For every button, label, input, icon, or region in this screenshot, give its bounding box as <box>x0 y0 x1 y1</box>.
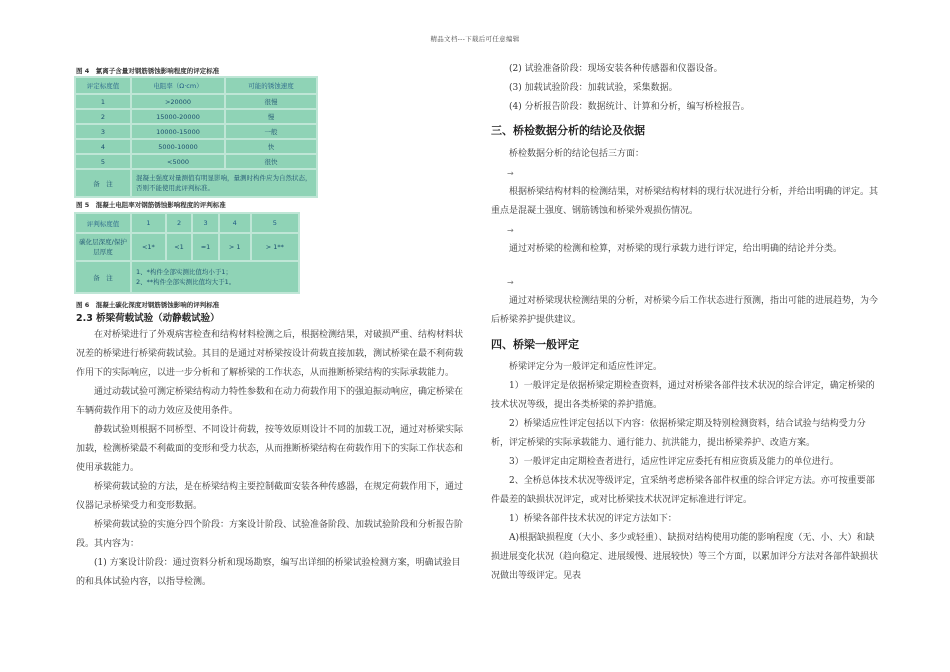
paragraph: 桥梁荷载试验的方法，是在桥梁结构主要控制截面安装各种传感器，在规定荷载作用下，通过仪器记录桥梁受力和变形数据。 <box>76 482 464 511</box>
stage-item: (2) 试验准备阶段：现场安装各种传感器和仪器设备。 <box>509 64 723 74</box>
fig5-caption: 图 5 混凝土电阻率对钢筋锈蚀影响程度的评判标准 <box>76 201 226 209</box>
fig4-row <box>76 125 316 138</box>
fig4-cell: 3 <box>76 125 130 138</box>
section-3-body <box>491 145 883 330</box>
paragraph: 桥梁荷载试验的实施分四个阶段：方案设计阶段、试验准备阶段、加载试验阶段和分析报告阶段。其内容为： <box>76 520 464 549</box>
section-4-body <box>491 358 883 586</box>
fig4-cell: 10000-15000 <box>132 125 224 138</box>
fig5-header-cell: 1 <box>132 214 165 232</box>
paragraph: (1) 方案设计阶段：通过资料分析和现场勘察，编写出详细的桥梁试验检测方案，明确试验目的和具体试验内容，以指导检测。 <box>76 558 461 587</box>
fig4-table <box>74 76 318 198</box>
fig4-header-cell: 评定标度值 <box>76 78 130 93</box>
paragraph: 在对桥梁进行了外观病害检查和结构材料检测之后，根据检测结果，对破损严重、结构材料状况差的桥梁进行桥梁荷载试验。其目的是通过对桥梁按设计荷载直接加载，测试桥梁在最不利荷载作用下的实际响应，以进一步分析和了解桥梁的工作状态，从而推断桥梁结构的实际承载能力。 <box>76 330 464 378</box>
fig4-note-text: 混凝土强度对量测值有明显影响，量测时构件应为自然状态，否则不能使用此评判标准。 <box>132 170 316 196</box>
fig5-note-text <box>132 262 298 292</box>
fig4-cell: 4 <box>76 140 130 153</box>
fig5-header-cell: 评判标度值 <box>76 214 130 232</box>
fig5-note-line: 2、**构件全部实测比值均大于1。 <box>136 278 236 286</box>
paragraph: 桥检数据分析的结论包括三方面： <box>509 149 645 159</box>
fig5-row-label: 碳化层深度/保护层厚度 <box>76 234 130 260</box>
fig4-cell: >20000 <box>132 95 224 108</box>
fig4-cell: 15000-20000 <box>132 110 224 123</box>
fig4-cell: 很慢 <box>226 95 316 108</box>
fig5-note-label: 备 注 <box>76 262 130 292</box>
section-3-heading: 三、桥检数据分析的结论及依据 <box>491 124 645 137</box>
stage-item: (3) 加载试验阶段：加载试验，采集数据。 <box>509 83 678 93</box>
fig5-header-cell: 3 <box>193 214 217 232</box>
stage-item: (4) 分析报告阶段：数据统计、计算和分析，编写桥检报告。 <box>509 102 750 112</box>
paragraph-mark: → <box>507 169 514 178</box>
fig4-cell: 5000-10000 <box>132 140 224 153</box>
section-2-3-body <box>76 326 468 592</box>
fig5-cell: <1 <box>167 234 191 260</box>
fig5-cell: <1* <box>132 234 165 260</box>
paragraph-mark: → <box>507 226 514 235</box>
fig5-header-cell: 4 <box>220 214 250 232</box>
fig4-cell: <5000 <box>132 155 224 168</box>
section-4-heading: 四、桥梁一般评定 <box>491 338 579 351</box>
fig5-cell: > 1** <box>252 234 298 260</box>
fig4-cell: 1 <box>76 95 130 108</box>
fig4-cell: 慢 <box>226 110 316 123</box>
paragraph: 2）桥梁适应性评定包括以下内容：依据桥梁定期及特别检测资料，结合试验与结构受力分析，评定桥梁的实际承载能力、通行能力、抗洪能力，提出桥梁养护、改造方案。 <box>491 419 866 448</box>
fig4-cell: 很快 <box>226 155 316 168</box>
paragraph: 静载试验则根据不同桥型、不同设计荷载，按等效原则设计不同的加载工况，通过对桥梁实际加载，检测桥梁最不利截面的变形和受力状态，从而推断桥梁结构在荷载作用下的实际工作状态和使用承载能力。 <box>76 425 464 473</box>
fig4-row <box>76 155 316 168</box>
fig4-cell: 快 <box>226 140 316 153</box>
fig5-row <box>76 234 298 260</box>
paragraph: 1）桥梁各部件技术状况的评定方法如下： <box>509 514 677 524</box>
fig5-header-cell: 5 <box>252 214 298 232</box>
paragraph: 通过对桥梁的检测和检算，对桥梁的现行承载力进行评定，给出明确的结论并分类。 <box>509 244 843 254</box>
fig4-row <box>76 95 316 108</box>
fig4-header-cell: 可能的锈蚀速度 <box>226 78 316 93</box>
fig5-note-line: 1、*构件全部实测比值均小于1； <box>136 268 233 276</box>
paragraph: A)根据缺损程度（大小、多少或轻重）、缺损对结构使用功能的影响程度（无、小、大）和缺损进展变化状况（趋向稳定、进展缓慢、进展较快）等三个方面，以累加评分方法对各部件缺损状况做出等级评定。见表 <box>491 533 879 581</box>
fig4-note-label: 备 注 <box>76 170 130 196</box>
paragraph: 1）一般评定是依据桥梁定期检查资料，通过对桥梁各部件技术状况的综合评定，确定桥梁的技术状况等级，提出各类桥梁的养护措施。 <box>491 381 875 410</box>
fig4-row <box>76 140 316 153</box>
fig5-table <box>74 212 300 294</box>
fig5-header-cell: 2 <box>167 214 191 232</box>
fig4-cell: 一般 <box>226 125 316 138</box>
fig4-cell: 5 <box>76 155 130 168</box>
paragraph: 通过动载试验可测定桥梁结构动力特性参数和在动力荷载作用下的强迫振动响应，确定桥梁在车辆荷载作用下的动力效应及使用条件。 <box>76 387 464 416</box>
page-header: 精品文档---下载后可任意编辑 <box>430 35 520 43</box>
fig4-header-cell: 电阻率（Ω·cm） <box>132 78 224 93</box>
fig4-note-row <box>76 170 316 196</box>
fig6-caption: 图 6 混凝土碳化深度对钢筋锈蚀影响的评判标准 <box>76 301 220 309</box>
paragraph: 桥梁评定分为一般评定和适应性评定。 <box>509 362 663 372</box>
paragraph: 3）一般评定由定期检查者进行，适应性评定应委托有相应资质及能力的单位进行。 <box>509 457 839 467</box>
paragraph: 通过对桥梁现状检测结果的分析，对桥梁今后工作状态进行预测，指出可能的进展趋势，为今后桥梁养护提供建议。 <box>491 296 879 325</box>
paragraph: 2、全桥总体技术状况等级评定，宜采纳考虑桥梁各部件权重的综合评定方法。亦可按重要部件最差的缺损状况评定，或对比桥梁技术状况评定标准进行评定。 <box>491 476 875 505</box>
fig5-cell: > 1 <box>220 234 250 260</box>
fig5-cell: ≈1 <box>193 234 217 260</box>
section-2-3-heading: 2.3 桥梁荷载试验（动静载试验） <box>76 313 220 324</box>
fig4-cell: 2 <box>76 110 130 123</box>
paragraph-mark: → <box>507 278 514 287</box>
stages-list <box>491 60 883 117</box>
fig4-caption: 图 4 氯离子含量对钢筋锈蚀影响程度的评定标准 <box>76 67 220 75</box>
fig4-row <box>76 110 316 123</box>
paragraph: 根据桥梁结构材料的检测结果，对桥梁结构材料的现行状况进行分析，并给出明确的评定。其重点是混凝土强度、钢筋锈蚀和桥梁外观损伤情况。 <box>491 187 879 216</box>
fig5-note-row <box>76 262 298 292</box>
